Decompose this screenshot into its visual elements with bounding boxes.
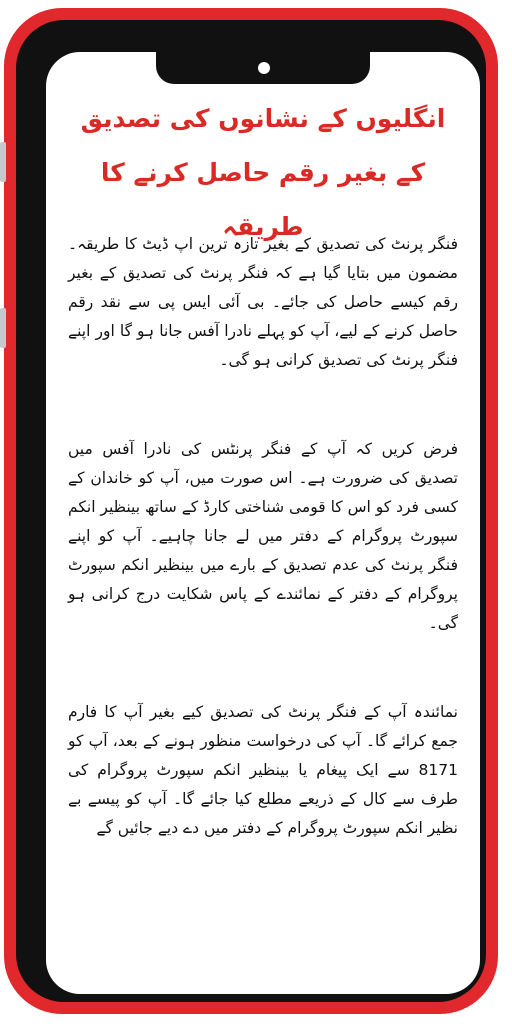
phone-bezel bbox=[16, 20, 486, 1002]
phone-notch bbox=[156, 52, 370, 84]
phone-frame bbox=[4, 8, 498, 1014]
article-title: انگلیوں کے نشانوں کی تصدیق کے بغیر رقم حاصل کرنے کا طریقہ bbox=[80, 104, 446, 241]
article-paragraph: نمائندہ آپ کے فنگر پرنٹ کی تصدیق کیے بغیر آپ کا فارم جمع کرائے گا۔ آپ کی درخواست منظور ہونے کے بعد، آپ کو 8171 سے ایک پیغام یا بینظیر انکم سپورٹ پروگرام کی طرف سے کال کے ذریعے مطلع کیا جائے گا۔ آپ کو پیسے بے نظیر انکم سپورٹ پروگرام کے دفتر میں دے دیے جائیں گے bbox=[68, 703, 458, 837]
volume-down-button bbox=[0, 308, 6, 348]
article-body bbox=[68, 230, 458, 843]
article-paragraph: فنگر پرنٹ کی تصدیق کے بغیر تازہ ترین اپ ڈیٹ کا طریقہ۔ مضمون میں بتایا گیا ہے کہ فنگر پرنٹ کی تصدیق کے بغیر رقم کیسے حاصل کی جائے۔ بی آئی ایس پی سے نقد رقم حاصل کرنے کے لیے، آپ کو پہلے نادرا آفس جانا ہو گا اور اپنے فنگر پرنٹ کی تصدیق کرانی ہو گی۔ bbox=[68, 235, 458, 369]
article-paragraph: فرض کریں کہ آپ کے فنگر پرنٹس کی نادرا آفس میں تصدیق کی ضرورت ہے۔ اس صورت میں، آپ کو خاندان کے کسی فرد کو اس کا قومی شناختی کارڈ کے ساتھ بینظیر انکم سپورٹ پروگرام کے دفتر میں لے جانا چاہیے۔ آپ کو اپنے فنگر پرنٹ کی عدم تصدیق کے بارے میں بینظیر انکم سپورٹ پروگرام کے دفتر کے نمائندے کے پاس شکایت درج کرانی ہو گی۔ bbox=[68, 440, 458, 632]
volume-up-button bbox=[0, 142, 6, 182]
camera-icon bbox=[258, 62, 270, 74]
phone-screen bbox=[46, 52, 480, 994]
